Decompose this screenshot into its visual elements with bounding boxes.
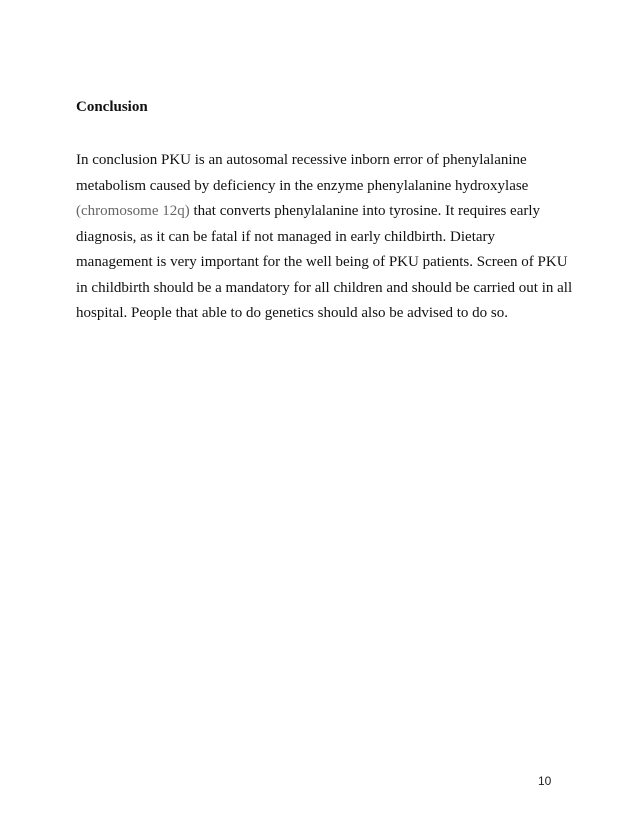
page-number: 10 — [538, 774, 552, 788]
paragraph-line-rest: that converts phenylalanine into tyrosine. It requires early — [189, 203, 541, 219]
paragraph-line: in childbirth should be a mandatory for all children and should be carried out in all — [76, 279, 573, 296]
paragraph-line: In conclusion PKU is an autosomal recessive inborn error of phenylalanine — [76, 152, 527, 168]
paragraph-line: hospital. People that able to do genetics should also be advised to do so. — [76, 305, 509, 321]
chromosome-reference: (chromosome 12q) — [76, 203, 190, 219]
paragraph-line: metabolism caused by deficiency in the enzyme phenylalanine hydroxylase — [76, 177, 529, 194]
conclusion-paragraph — [76, 148, 572, 327]
section-heading: Conclusion — [76, 99, 148, 115]
paragraph-line: diagnosis, as it can be fatal if not managed in early childbirth. Dietary — [76, 228, 496, 245]
paragraph-line: management is very important for the well being of PKU patients. Screen of PKU — [76, 254, 568, 270]
paragraph-line — [76, 199, 572, 225]
